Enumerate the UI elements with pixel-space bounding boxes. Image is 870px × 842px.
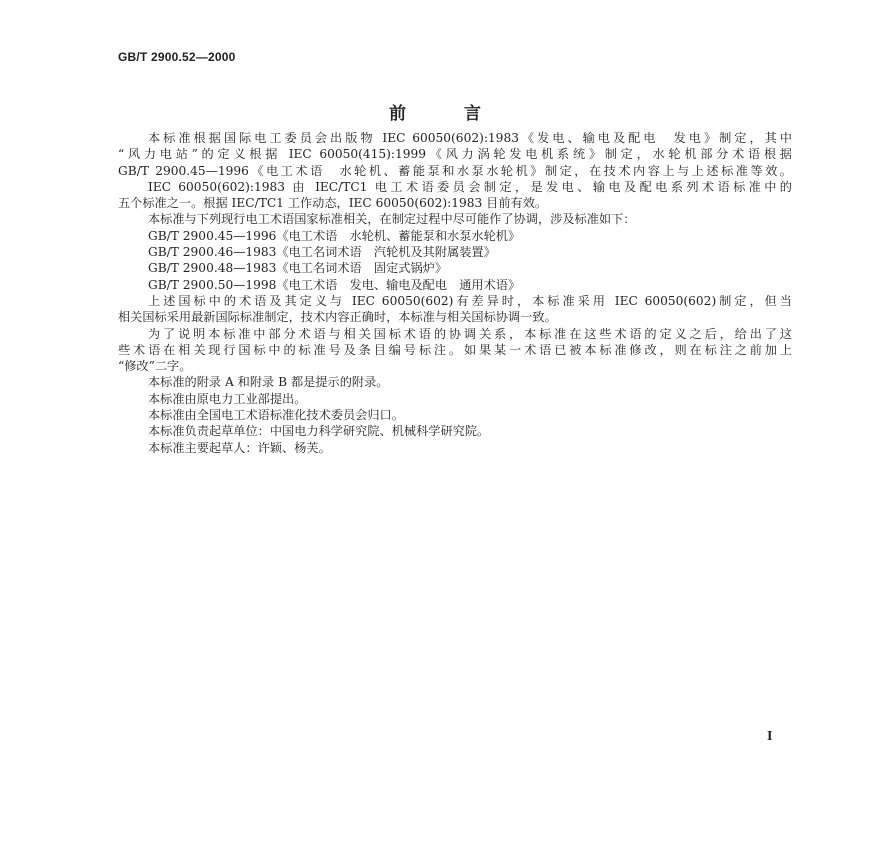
text-line: 上述国标中的术语及其定义与 IEC 60050(602)有差异时，本标准采用 IEC 60050(602)制定，但当	[148, 293, 792, 308]
related-standard-item: GB/T 2900.45—1996《电工术语 水轮机、蓄能泵和水泵水轮机》	[148, 228, 521, 243]
text-line: 些术语在相关现行国标中的标准号及条目编号标注。如果某一术语已被本标准修改，则在标注之前加上	[118, 342, 792, 357]
text-line: IEC 60050(602):1983 由 IEC/TC1 电工术语委员会制定，是发电、输电及配电系列术语标准中的	[148, 179, 792, 194]
page-title: 前 言	[389, 104, 507, 124]
text-line: 本标准主要起草人：许颖、杨芙。	[148, 440, 331, 455]
foreword-body	[118, 130, 792, 456]
text-line: 本标准的附录 A 和附录 B 都是提示的附录。	[148, 375, 389, 390]
related-standard-item: GB/T 2900.48—1983《电工名词术语 固定式锅炉》	[148, 261, 448, 276]
text-line: 本标准与下列现行电工术语国家标准相关，在制定过程中尽可能作了协调，涉及标准如下：	[148, 212, 636, 227]
related-standard-item: GB/T 2900.46—1983《电工名词术语 汽轮机及其附属装置》	[148, 245, 496, 260]
related-standard-item: GB/T 2900.50—1998《电工术语 发电、输电及配电 通用术语》	[148, 277, 521, 292]
text-line: 为了说明本标准中部分术语与相关国标术语的协调关系，本标准在这些术语的定义之后，给出了这	[148, 326, 792, 341]
text-line: 本标准负责起草单位：中国电力科学研究院、机械科学研究院。	[148, 424, 490, 439]
text-line: 本标准由全国电工术语标准化技术委员会归口。	[148, 408, 404, 423]
text-line: GB/T 2900.45—1996《电工术语 水轮机、蓄能泵和水泵水轮机》制定，在技术内容上与上述标准等效。	[118, 163, 792, 178]
page-number: I	[767, 729, 773, 744]
text-line: 本标准根据国际电工委员会出版物 IEC 60050(602):1983《发电、输电及配电 发电》制定，其中	[148, 131, 792, 145]
text-line: 相关国标采用最新国际标准制定，技术内容正确时，本标准与相关国标协调一致。	[118, 310, 557, 325]
text-line: 五个标准之一。根据 IEC/TC1 工作动态，IEC 60050(602):1983 目前有效。	[118, 196, 548, 211]
text-line: “风力电站”的定义根据 IEC 60050(415):1999《风力涡轮发电机系统》制定，水轮机部分术语根据	[118, 147, 792, 162]
text-line: 本标准由原电力工业部提出。	[148, 391, 307, 406]
text-line: “修改”二字。	[118, 359, 192, 374]
standard-number-header: GB/T 2900.52—2000	[118, 50, 236, 64]
